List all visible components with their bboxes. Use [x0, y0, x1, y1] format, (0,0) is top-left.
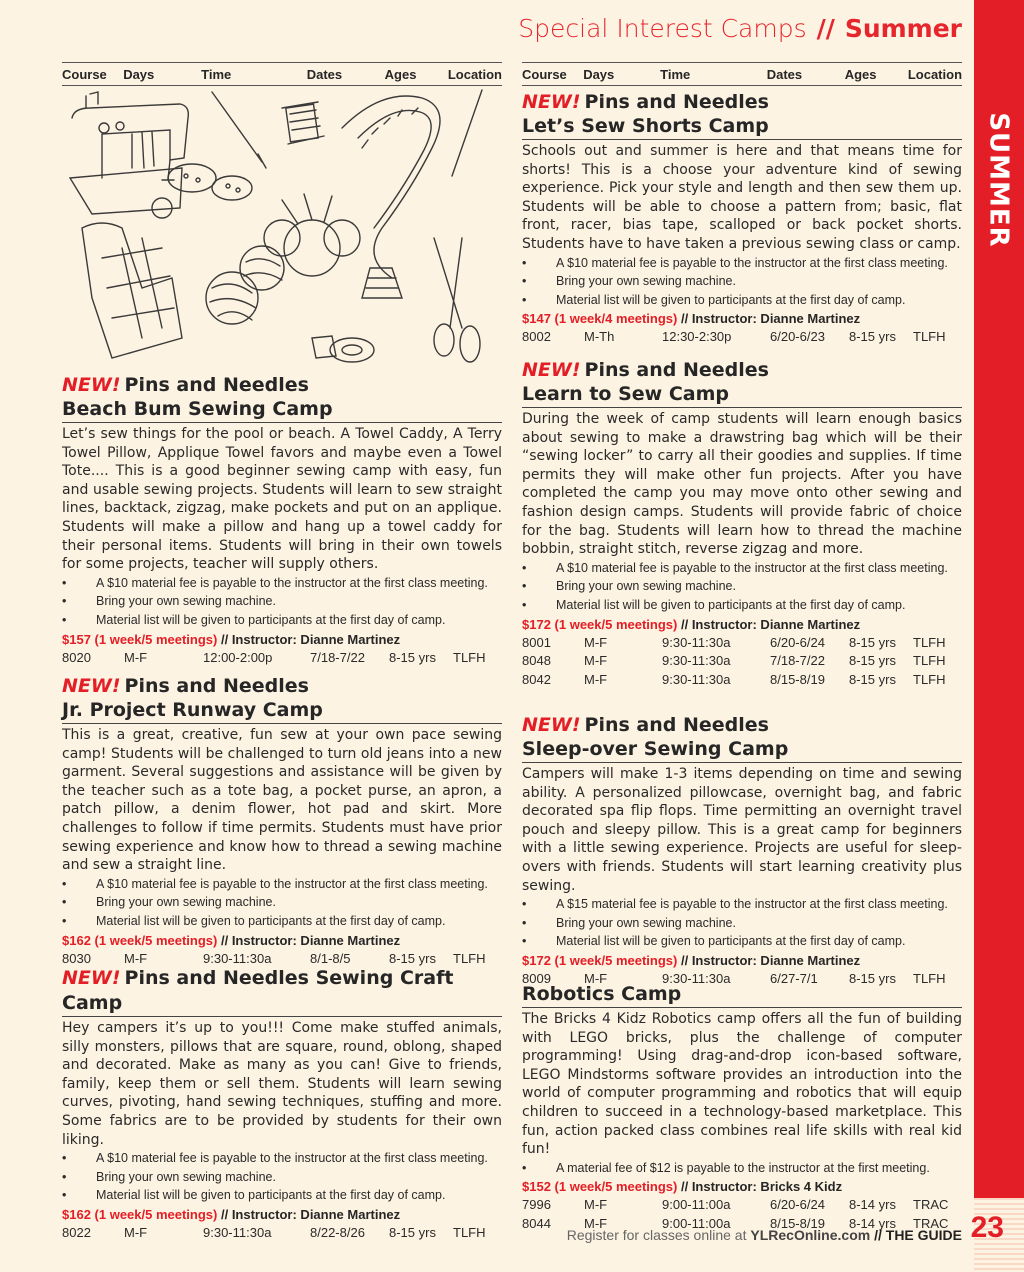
col-location: Location: [907, 66, 963, 82]
instructor: // Instructor: Dianne Martinez: [220, 932, 401, 948]
needle-icon: [212, 90, 482, 176]
footer-website-link[interactable]: YLRecOnline.com: [750, 1227, 871, 1243]
footer: [567, 1227, 962, 1243]
col-dates: Dates: [766, 66, 803, 82]
list-item: • Bring your own sewing machine.: [62, 895, 276, 910]
instructor: // Instructor: Bricks 4 Kidz: [680, 1179, 843, 1195]
spool-icon: [282, 102, 324, 144]
page-title-text: Special Interest Camps: [518, 14, 807, 43]
list-item: • Bring your own sewing machine.: [62, 594, 276, 609]
list-item: • Bring your own sewing machine.: [522, 579, 736, 594]
col-dates: Dates: [306, 66, 343, 82]
table-row: 8002 M-Th 12:30-2:30p 6/20-6/23 8-15 yrs TLFH: [522, 329, 946, 345]
list-item: • A $10 material fee is payable to the instructor at the first class meeting.: [62, 1151, 488, 1166]
price-line: [62, 931, 502, 950]
button-icon: [152, 164, 252, 218]
list-item: • Bring your own sewing machine.: [522, 915, 736, 930]
price-line: [62, 1205, 502, 1224]
camp-description: During the week of camp students will learn enough basics about sewing to make a drawstring bag which will be their “sewing locker” to carry all their goodies and supplies. If time permits they will make other fun projects. After you have completed the camp you may move onto other sewing and fashion design camps. Students will provide fabric of choice for the bag. Students will learn how to thread the machine bobbin, straight stitch, reverse zigzag and more.: [522, 411, 962, 558]
table-row: 8022 M-F 9:30-11:30a 8/22-8/26 8-15 yrs TLFH: [62, 1224, 486, 1240]
camp-robotics: [522, 982, 962, 1234]
list-item: • Material list will be given to participants at the first day of camp.: [522, 934, 906, 949]
camp-description: Schools out and summer is here and that means time for shorts! This is a choose your adventure kind of sewing experience. Pick your style and length and then sew them up. Students will be able to choose a pattern from; basic, flat front, racer, bias tape, scalloped or back pocket shorts. Students have to have taken a previous sewing class or camp.: [522, 143, 962, 252]
col-course: Course: [62, 66, 107, 82]
new-badge: NEW!: [522, 714, 581, 736]
camp-notes: [522, 254, 962, 310]
instructor: // Instructor: Dianne Martinez: [220, 1206, 401, 1222]
footer-text: Register for classes online at: [566, 1227, 747, 1243]
camp-learn-to-sew: [522, 358, 962, 689]
column-header: [62, 62, 502, 86]
col-ages: Ages: [384, 66, 417, 82]
table-row: 8042 M-F 9:30-11:30a 8/15-8/19 8-15 yrs TLFH: [522, 671, 946, 687]
page-number: 23: [970, 1211, 1004, 1244]
camp-title: Beach Bum Sewing Camp: [62, 397, 502, 423]
list-item: • A material fee of $12 is payable to the instructor at the first meeting.: [522, 1160, 930, 1175]
pincushion-icon: [264, 194, 360, 276]
table-row: 8009 M-F 9:30-11:30a 6/27-7/1 8-15 yrs TLFH: [522, 970, 946, 986]
camp-title: Robotics Camp: [522, 982, 962, 1008]
camp-description: The Bricks 4 Kidz Robotics camp offers all the fun of building with LEGO bricks, plus the challenge of computer programming! Using drag-and-drop icon-based software, LEGO Mindstorms software provides an introduction into the world of computer programming and robotics that will equip children to succeed in a technology-based marketplace. This fun, action packed class combines real life skills with real kid fun!: [522, 1011, 962, 1158]
list-item: • A $10 material fee is payable to the instructor at the first class meeting.: [62, 575, 488, 590]
col-time: Time: [201, 66, 232, 82]
yarn-ball-icon: [206, 246, 284, 324]
sidebar-label: SUMMER: [984, 112, 1014, 248]
col-days: Days: [123, 66, 155, 82]
tape-roll-icon: [312, 336, 374, 362]
camp-title: Learn to Sew Camp: [522, 382, 962, 408]
page-title-slash: //: [816, 14, 835, 43]
camp-jr-project-runway: [62, 674, 502, 968]
camp-notes: [62, 574, 502, 630]
new-badge: NEW!: [62, 374, 121, 396]
camp-notes: [522, 895, 962, 951]
list-item: • Material list will be given to participants at the first day of camp.: [522, 292, 906, 307]
price: $147 (1 week/4 meetings): [522, 311, 678, 327]
camp-title: Let’s Sew Shorts Camp: [522, 114, 962, 140]
table-row: 8048 M-F 9:30-11:30a 7/18-7/22 8-15 yrs TLFH: [522, 653, 946, 669]
instructor: // Instructor: Dianne Martinez: [680, 311, 861, 327]
camp-description: Hey campers it’s up to you!!! Come make stuffed animals, silly monsters, pillows that are square, round, oblong, shaped and decorated. Make as many as you can! Give to friends, family, keep them or sell them. Students will learn sewing curves, pivoting, hand sewing techniques, stuffing and more. Some fabrics are to be provided by students for their own liking.: [62, 1020, 502, 1148]
camp-lets-sew-shorts: [522, 90, 962, 347]
camp-title: NEW! Pins and Needles Sewing Craft Camp: [62, 966, 502, 1017]
new-badge: NEW!: [522, 359, 581, 381]
footer-guide: // THE GUIDE: [874, 1227, 962, 1243]
list-item: • Material list will be given to participants at the first day of camp.: [62, 1188, 446, 1203]
column-header: [522, 62, 962, 86]
camp-notes: [522, 1159, 962, 1178]
camp-subtitle: Pins and Needles: [124, 374, 309, 396]
camp-title: Sleep-over Sewing Camp: [522, 737, 962, 763]
thimble-icon: [362, 268, 402, 298]
camp-title: Jr. Project Runway Camp: [62, 698, 502, 724]
camp-description: This is a great, creative, fun sew at your own pace sewing camp! Students will be challenged to turn old jeans into a new garment. Several suggestions and assistance will be given by the teacher such as a tote bag, a pocket purse, an apron, a patch pillow, a denim flower, hot pad and skirt. More challenges to follow if time permits. Students must have prior sewing experience and know how to thread a sewing machine and sew a straight line.: [62, 727, 502, 874]
camp-notes: [522, 559, 962, 615]
price-line: [62, 630, 502, 649]
price: $162 (1 week/5 meetings): [62, 1206, 218, 1222]
list-item: • A $10 material fee is payable to the instructor at the first class meeting.: [62, 876, 488, 891]
right-column: [522, 62, 962, 86]
page-title-season: Summer: [844, 14, 962, 43]
col-time: Time: [660, 66, 691, 82]
price: $172 (1 week/5 meetings): [522, 952, 678, 968]
sewing-machine-icon: [70, 92, 188, 214]
instructor: // Instructor: Dianne Martinez: [680, 616, 861, 632]
camp-notes: [62, 875, 502, 931]
price: $157 (1 week/5 meetings): [62, 631, 218, 647]
left-column: [62, 62, 502, 86]
new-badge: NEW!: [62, 967, 121, 989]
list-item: • A $15 material fee is payable to the instructor at the first class meeting.: [522, 897, 948, 912]
col-days: Days: [583, 66, 615, 82]
instructor: // Instructor: Dianne Martinez: [220, 631, 401, 647]
tape-measure-icon: [342, 96, 440, 278]
instructor: // Instructor: Dianne Martinez: [680, 952, 861, 968]
list-item: • A $10 material fee is payable to the instructor at the first class meeting.: [522, 255, 948, 270]
price: $162 (1 week/5 meetings): [62, 932, 218, 948]
camp-description: Let’s sew things for the pool or beach. A Towel Caddy, A Terry Towel Pillow, Applique Towel favors and maybe even a Towel Tote.... This is a good beginner sewing camp with easy, fun and usable sewing projects. Students will learn to sew straight lines, backtack, zigzag, make pockets and put on an applique. Students will make a pillow and hang up a towel caddy for their personal items. Students will bring in their own towels for some projects, teacher will supply others.: [62, 426, 502, 573]
col-ages: Ages: [844, 66, 877, 82]
camp-subtitle: Pins and Needles: [584, 91, 769, 113]
price-line: [522, 309, 962, 328]
camp-subtitle: Pins and Needles: [584, 359, 769, 381]
table-row: 8001 M-F 9:30-11:30a 6/20-6/24 8-15 yrs TLFH: [522, 634, 946, 650]
list-item: • Bring your own sewing machine.: [62, 1169, 276, 1184]
price: $152 (1 week/5 meetings): [522, 1179, 678, 1195]
col-location: Location: [447, 66, 502, 82]
list-item: • Material list will be given to participants at the first day of camp.: [62, 913, 446, 928]
table-row: 8044 M-F 9:00-11:00a 8/15-8/19 8-14 yrs TRAC: [522, 1215, 949, 1231]
camp-description: Campers will make 1-3 items depending on time and sewing ability. A personalized pillowcase, overnight bag, and fabric decorated spa flip flops. Time permitting an overnight travel pouch and sleepy pillow. This is a great camp for beginners with a little sewing experience. Projects are useful for sleep-overs with friends. Students will start learning creativity plus sewing.: [522, 766, 962, 894]
table-row: 8020 M-F 12:00-2:00p 7/18-7/22 8-15 yrs TLFH: [62, 649, 486, 665]
camp-sewing-craft: [62, 966, 502, 1243]
camp-subtitle: Pins and Needles: [124, 675, 309, 697]
camp-sleep-over-sewing: [522, 713, 962, 989]
camp-beach-bum: [62, 373, 502, 667]
sewing-supplies-illustration: [62, 88, 502, 366]
price: $172 (1 week/5 meetings): [522, 616, 678, 632]
fabric-icon: [82, 223, 182, 358]
price-line: [522, 951, 962, 970]
new-badge: NEW!: [522, 91, 581, 113]
new-badge: NEW!: [62, 675, 121, 697]
list-item: • A $10 material fee is payable to the instructor at the first class meeting.: [522, 560, 948, 575]
col-course: Course: [522, 66, 567, 82]
list-item: • Bring your own sewing machine.: [522, 274, 736, 289]
scissors-icon: [434, 238, 480, 362]
list-item: • Material list will be given to participants at the first day of camp.: [522, 597, 906, 612]
season-sidebar: [974, 0, 1024, 1198]
camp-subtitle: Pins and Needles: [584, 714, 769, 736]
page-title: [518, 14, 962, 43]
list-item: • Material list will be given to participants at the first day of camp.: [62, 612, 446, 627]
price-line: [522, 1177, 962, 1196]
price-line: [522, 615, 962, 634]
camp-notes: [62, 1149, 502, 1205]
table-row: 7996 M-F 9:00-11:00a 6/20-6/24 8-14 yrs TRAC: [522, 1197, 949, 1213]
table-row: 8030 M-F 9:30-11:30a 8/1-8/5 8-15 yrs TLFH: [62, 950, 486, 966]
